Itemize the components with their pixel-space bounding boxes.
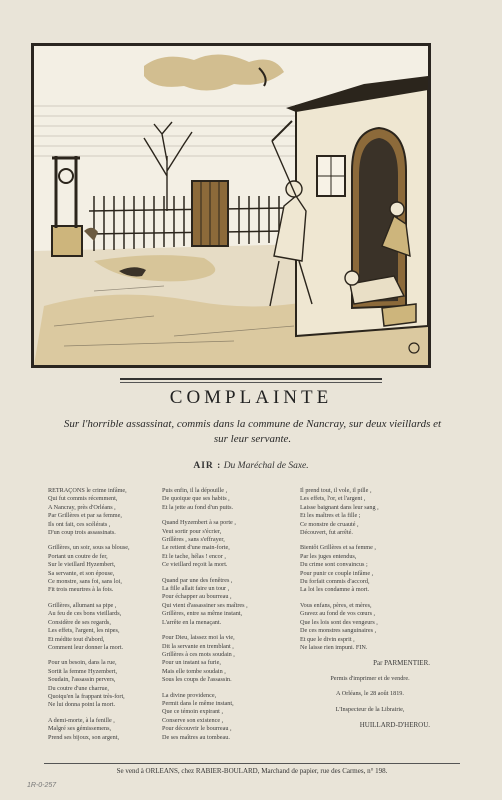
col1-line: Au feu de ces bons vieillards, xyxy=(48,610,122,618)
col3-line: De ces monstres sanguinaires , xyxy=(300,627,377,635)
col1-line: Du coutre d'une charrue, xyxy=(48,684,109,692)
col1-line: Par Grillères et par sa femme, xyxy=(48,512,122,520)
col2-line: Pour Dieu, laissez moi la vie, xyxy=(162,634,235,642)
permit-line-3: L'Inspecteur de la Librairie, xyxy=(335,705,405,713)
col2-line: Permit dans le même instant, xyxy=(162,699,234,707)
col1-line: Grillères, allumant sa pipe , xyxy=(48,601,117,609)
col2-line xyxy=(162,627,297,634)
col2-line: Pour un instant sa furie, xyxy=(162,659,221,667)
col2-line: Pour échapper au bourreau , xyxy=(162,593,232,601)
publisher-footer: Se vend à ORLEANS, chez RABIER-BOULARD, Marchand de papier, rue des Carmes, n° 198. xyxy=(44,763,460,775)
col1-line: Sa servante, et son épouse, xyxy=(48,569,115,577)
col2-line: Veut sortir pour s'écrier, xyxy=(162,527,222,535)
col1-line: RETRAÇONS le crime infâme, xyxy=(48,487,127,494)
col1-line: Et médite tout d'abord, xyxy=(48,635,105,643)
col3-line: Ce monstre de cruauté , xyxy=(300,520,359,528)
col3-line: Il prend tout, il vole, il pille , xyxy=(300,487,372,494)
col1-line: Malgré ses gémissemens, xyxy=(48,725,112,733)
col3-line: Pour punir ce couple infâme , xyxy=(300,569,374,577)
col1-line xyxy=(48,652,178,659)
col3-line: Ne laisse rien impuni. FIN. xyxy=(300,643,368,651)
tune-label: AIR : xyxy=(193,461,222,471)
col3-line xyxy=(300,537,440,544)
col3-line: Vous enfans, pères, et mères, xyxy=(300,601,372,609)
col2-line: Conserve son existence , xyxy=(162,716,224,724)
col3-line: Que les lois sont des vengeurs , xyxy=(300,618,378,626)
col1-line: Comment leur donner la mort. xyxy=(48,643,124,651)
tune-name: Du Maréchal de Saxe. xyxy=(223,461,309,471)
col3-line: Gravez au fond de vos cœurs , xyxy=(300,610,376,618)
col1-line: Quoiqu'en la frappant très-fort, xyxy=(48,692,125,700)
col1-line: Sur le vieillard Hyzembert, xyxy=(48,561,116,569)
col1-line: Ne lui donna point la mort. xyxy=(48,701,116,709)
permit-line-2: A Orléans, le 28 août 1819. xyxy=(336,690,404,698)
col2-line: Grillères, entre sa même instant, xyxy=(162,610,243,618)
page-subtitle: Sur l'horrible assassinat, commis dans la commune de Nancray, sur deux vieillards et sur leur servante. xyxy=(63,418,442,445)
col2-line: Puis enfin, il la dépouille , xyxy=(162,487,228,494)
col2-line: Et la jette au fond d'un puits. xyxy=(162,503,234,511)
col1-line: Considère de ses regards, xyxy=(48,618,111,626)
col2-line xyxy=(162,570,297,577)
col2-line: La divine providence, xyxy=(162,691,217,699)
col1-line: Grillères, un soir, sous sa blouse, xyxy=(48,544,130,552)
col2-line: Quand par une des fenêtres , xyxy=(162,576,233,584)
col1-line: Ils ont fait, ces scélérats , xyxy=(48,520,111,528)
author-signature: Par PARMENTIER. xyxy=(373,659,430,668)
col2-line xyxy=(162,685,297,692)
col2-line: Dit la servante en tremblant , xyxy=(162,642,234,650)
col1-line xyxy=(48,595,178,602)
verse-column-3 xyxy=(300,487,440,729)
col2-line: Mais elle tombe soudain , xyxy=(162,667,226,675)
verse-column-1 xyxy=(48,487,178,742)
col2-line: Grillères à ces mots soudain , xyxy=(162,650,235,658)
col1-line xyxy=(48,710,178,717)
col2-line: Sous les coups de l'assassin. xyxy=(162,676,232,684)
col2-line: Et le tache, hélas ! encor , xyxy=(162,552,226,560)
col2-line: Grillères , sans s'effrayer, xyxy=(162,536,225,544)
col1-line: Soudain, l'assassin pervers, xyxy=(48,676,116,684)
col3-line: Du crime sont convaincus ; xyxy=(300,561,368,569)
verse-column-2 xyxy=(162,487,297,742)
col1-line: A demi-morte, à la fenille , xyxy=(48,716,115,724)
col2-line: De ses maîtres au tombeau. xyxy=(162,733,230,741)
col3-line: La loi les condamne à mort. xyxy=(300,586,370,594)
col3-line: Et que le divin esprit , xyxy=(300,635,355,643)
col3-line xyxy=(300,595,440,602)
col3-line: Bientôt Grillères et sa femme , xyxy=(300,544,376,552)
col2-line: La fille allait faire un tour , xyxy=(162,585,230,593)
col2-line: De quoique que ses habits , xyxy=(162,495,230,503)
col2-line xyxy=(162,512,297,519)
col2-line: Pour découvrir le bourreau , xyxy=(162,725,232,733)
col1-line: Prend ses bijoux, son argent, xyxy=(48,733,120,741)
title-rule-thin xyxy=(120,382,382,383)
title-rule xyxy=(120,378,382,380)
col1-line: Portant un coutre de fer, xyxy=(48,552,108,560)
inventory-mark: 1R-0-257 xyxy=(27,782,57,789)
woodcut-illustration xyxy=(31,43,431,368)
col2-line: L'arrête en la menaçant. xyxy=(162,618,222,626)
col3-line: Par les juges entendus, xyxy=(300,552,357,560)
col2-line: Ce vieillard reçoit la mort. xyxy=(162,561,228,569)
permit-line-4: HUILLARD-D'HEROU. xyxy=(359,720,430,729)
permit-line-1: Permis d'imprimer et de vendre. xyxy=(330,674,410,682)
page-title: COMPLAINTE xyxy=(169,387,333,408)
col1-line: Qui fut commis récemment, xyxy=(48,495,118,503)
col3-line: Laisse baignant dans leur sang , xyxy=(300,503,379,511)
col2-line: Quand Hyzembert à sa porte , xyxy=(162,519,236,527)
col2-line: Le retient d'une main-forte, xyxy=(162,544,230,552)
tune-line xyxy=(0,461,502,471)
col1-line: D'un coup trois assassinats. xyxy=(48,529,116,537)
col2-line: Qui vient d'assassiner ses maîtres , xyxy=(162,601,248,609)
col2-line: Que ce témoin expirant , xyxy=(162,708,223,716)
col3-line: Les effets, l'or, et l'argent , xyxy=(300,495,366,503)
col1-line: Pour un besoin, dans la rue, xyxy=(48,659,117,667)
col3-line: Du forfait commis d'accord, xyxy=(300,578,370,586)
col1-line xyxy=(48,537,178,544)
col1-line: Les effets, l'argent, les nipes, xyxy=(48,627,120,635)
col1-line: Fit trois meurtres à la fois. xyxy=(48,586,114,594)
col1-line: Ce monstre, sans foi, sans loi, xyxy=(48,578,122,586)
col1-line: Sortit la femme Hyzembert, xyxy=(48,667,118,675)
col3-line: Découvert, fut arrêté. xyxy=(300,529,353,537)
col1-line: A Nancray, près d'Orléans , xyxy=(48,503,116,511)
col3-line: Et les maîtres et la fille ; xyxy=(300,512,361,520)
